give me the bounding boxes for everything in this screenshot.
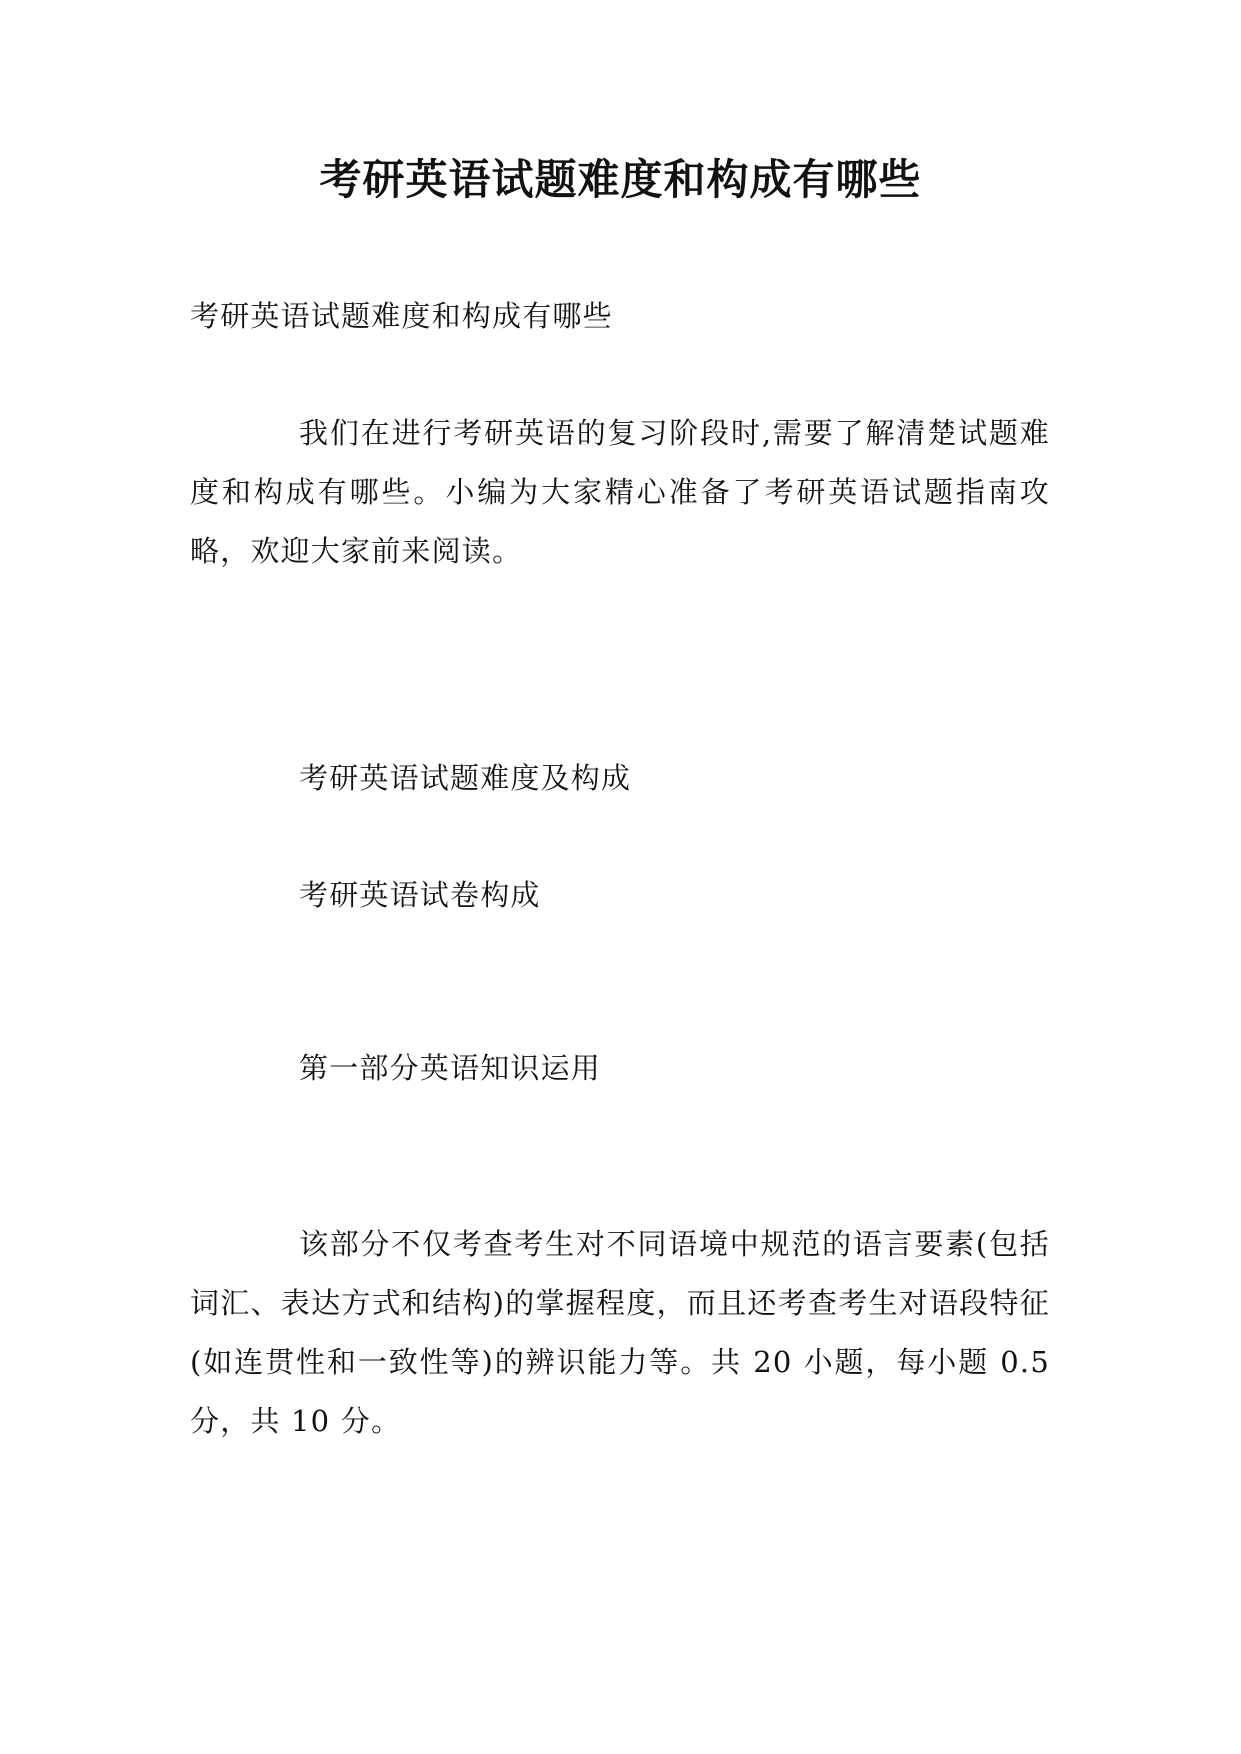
section-heading: 考研英语试题难度及构成: [299, 761, 632, 795]
part-heading: 第一部分英语知识运用: [299, 1051, 602, 1085]
part-body-paragraph: 该部分不仅考查考生对不同语境中规范的语言要素(包括词汇、表达方式和结构)的掌握程度，而且还考查考生对语段特征(如连贯性和一致性等)的辨识能力等。共 20 小题，每小题 0.5 分，共 10 分。: [190, 1227, 1050, 1438]
intro-paragraph: 我们在进行考研英语的复习阶段时,需要了解清楚试题难度和构成有哪些。小编为大家精心准备了考研英语试题指南攻略，欢迎大家前来阅读。: [190, 416, 1050, 568]
sub-heading: 考研英语试卷构成: [299, 878, 541, 912]
document-subtitle: 考研英语试题难度和构成有哪些: [190, 299, 613, 333]
page-title: 考研英语试题难度和构成有哪些: [319, 155, 922, 204]
